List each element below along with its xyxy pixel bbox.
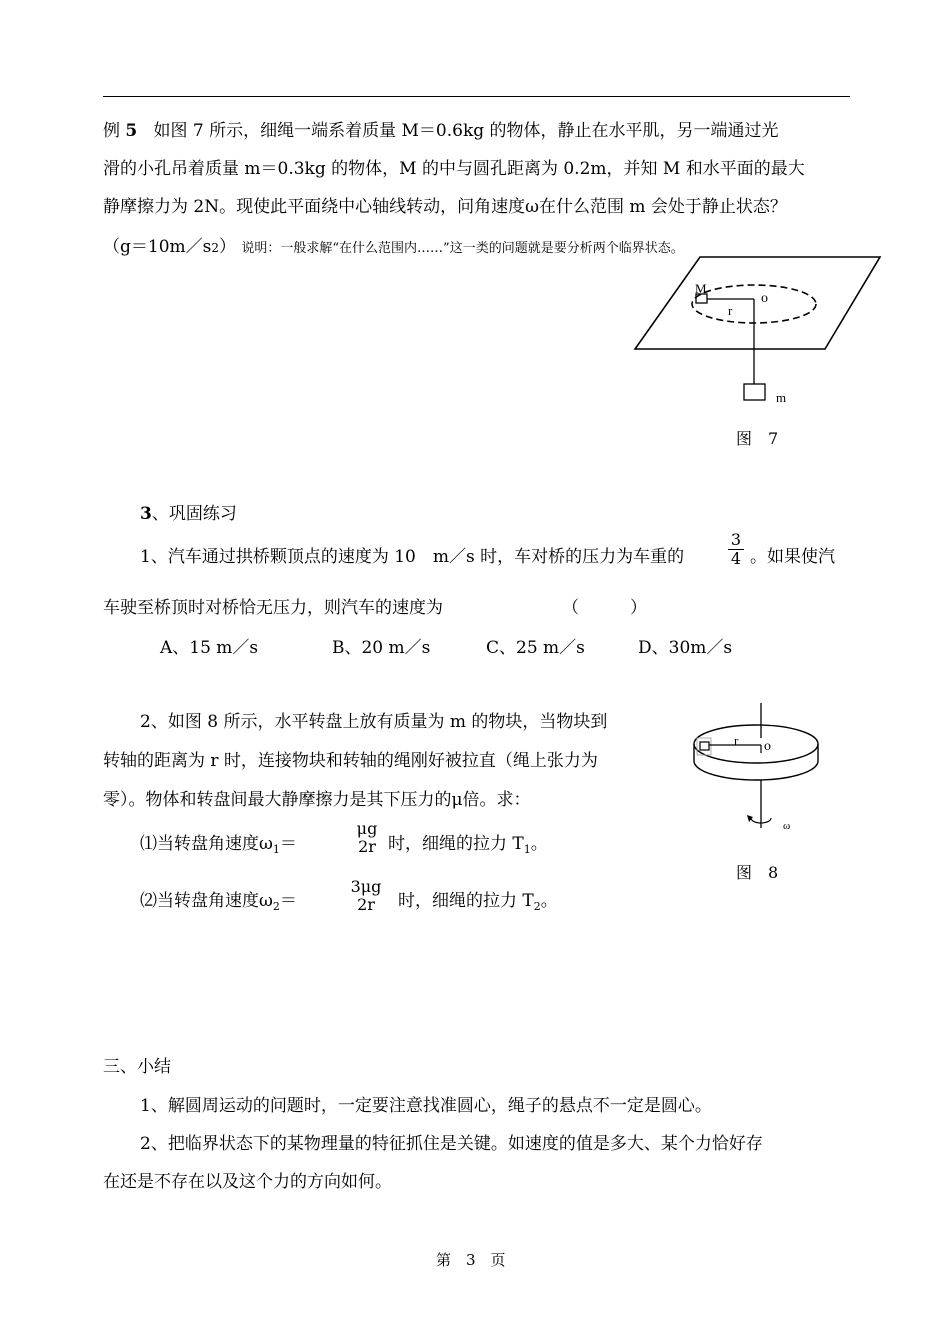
q1-option-c: C、25 m／s	[486, 638, 585, 658]
summary-point-2-line2: 在还是不存在以及这个力的方向如何。	[103, 1172, 392, 1192]
turntable-bottom	[694, 761, 818, 780]
block	[700, 742, 709, 750]
q2-line1: 2、如图 8 所示，水平转盘上放有质量为 m 的物块，当物块到	[140, 712, 608, 732]
q2-part2-omega-sub: 2	[272, 900, 280, 913]
q2-part1-fraction	[350, 820, 384, 856]
horizontal-plane	[635, 257, 880, 349]
summary-point-1: 1、解圆周运动的问题时，一定要注意找准圆心，绳子的悬点不一定是圆心。	[140, 1096, 712, 1116]
q2-part1-end: 。	[530, 834, 548, 854]
figure-8-caption: 图 8	[736, 863, 779, 882]
q2-part2-tension	[398, 890, 558, 918]
q2-part1-eq: ＝	[279, 834, 297, 854]
practice-heading	[140, 503, 237, 525]
gravity-exponent: 2	[211, 241, 219, 255]
label-m: m	[776, 390, 787, 405]
practice-heading-text: 、巩固练习	[151, 504, 237, 524]
q2-line3: 零）。物体和转盘间最大静摩擦力是其下压力的μ倍。求：	[103, 790, 531, 810]
header-rule	[103, 96, 850, 97]
q2-part2-num: 3μg	[350, 877, 382, 896]
page-number: 第 3 页	[436, 1251, 506, 1269]
q1-line1-end: 。如果使汽	[750, 547, 835, 567]
label-o: o	[761, 291, 768, 306]
q2-part2-tension-text: 时，细绳的拉力 T	[398, 891, 534, 911]
q1-fraction	[728, 531, 744, 568]
example5-line2: 滑的小孔吊着质量 m＝0.3kg 的物体，M 的中与圆孔距离为 0.2m，并知 M 和水平面的最大	[103, 159, 805, 179]
q2-part1-den: 2r	[358, 837, 376, 856]
q1-line1: 1、汽车通过拱桥颗顶点的速度为 10 m／s 时，车对桥的压力为车重的	[140, 547, 685, 567]
label-M: M	[695, 281, 707, 296]
turntable-top	[694, 725, 818, 763]
q2-part1-num: μg	[356, 819, 378, 838]
q1-line2: 车驶至桥顶时对桥恰无压力，则汽车的速度为	[103, 598, 443, 618]
practice-heading-num: 3	[140, 504, 152, 524]
q2-part2	[140, 890, 297, 918]
label-r: r	[734, 733, 739, 748]
figure-8-diagram	[688, 698, 828, 838]
example5-note: 说明：一般求解“在什么范围内……”这一类的问题就是要分析两个临界状态。	[241, 241, 684, 256]
example5-line3: 静摩擦力为 2N。现使此平面绕中心轴线转动，问角速度ω在什么范围 m 会处于静止状态？	[103, 197, 787, 217]
q1-fraction-den: 4	[728, 549, 744, 568]
example5-line1	[103, 120, 779, 142]
q2-part2-fraction	[344, 878, 388, 914]
q2-part1-text: ⑴当转盘角速度ω	[140, 834, 273, 854]
figure-7-diagram	[630, 252, 885, 412]
q2-part2-den: 2r	[357, 895, 375, 914]
q1-fraction-num: 3	[730, 530, 742, 549]
q1-option-a: A、15 m／s	[160, 638, 259, 658]
q2-part2-eq: ＝	[279, 891, 297, 911]
q2-part1	[140, 833, 297, 861]
q1-option-d: D、30m／s	[638, 638, 733, 658]
label-r: r	[728, 303, 733, 318]
summary-heading: 三、小结	[103, 1057, 171, 1077]
q1-option-b: B、20 m／s	[332, 638, 431, 658]
block-m	[744, 384, 765, 400]
label-o: o	[764, 739, 771, 754]
q2-part1-tension-text: 时，细绳的拉力 T	[388, 834, 524, 854]
label-omega: ω	[783, 820, 791, 832]
q2-part2-text: ⑵当转盘角速度ω	[140, 891, 273, 911]
q2-part2-end: 。	[540, 891, 558, 911]
example5-label: 例	[103, 121, 120, 141]
q2-part1-t-sub: 1	[523, 843, 531, 856]
q2-part2-t-sub: 2	[533, 900, 541, 913]
figure-7-caption: 图 7	[736, 429, 779, 448]
q2-part1-omega-sub: 1	[272, 843, 280, 856]
q2-line2: 转轴的距离为 r 时，连接物块和转轴的绳刚好被拉直（绳上张力为	[103, 751, 598, 771]
q2-part1-tension	[388, 833, 548, 861]
gravity-value: （g＝10m／s	[103, 237, 212, 257]
q1-answer-paren: （ ）	[562, 598, 647, 618]
gravity-close: ）	[219, 237, 236, 257]
example5-line4	[103, 236, 684, 260]
example5-text-1: 如图 7 所示，细绳一端系着质量 M＝0.6kg 的物体，静止在水平肌，另一端通过光	[153, 121, 779, 141]
summary-point-2-line1: 2、把临界状态下的某物理量的特征抓住是关键。如速度的值是多大、某个力恰好存	[140, 1134, 763, 1154]
example5-number: 5	[125, 121, 138, 141]
